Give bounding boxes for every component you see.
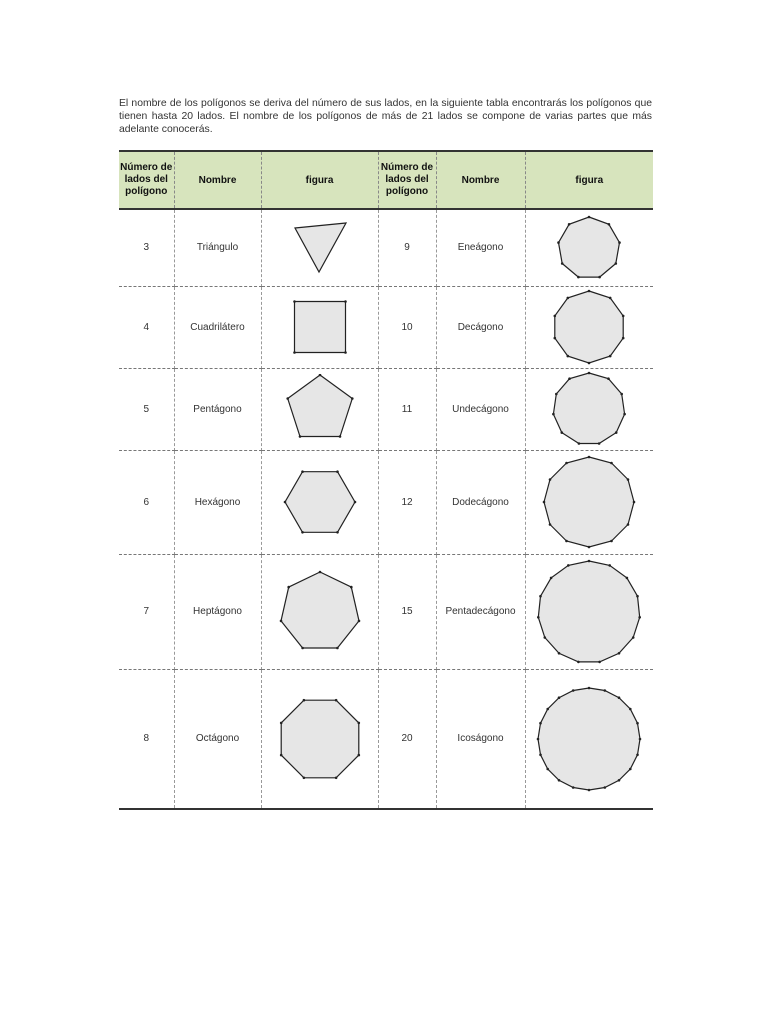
polygon-table [119,150,653,810]
header-num-sides-left: Número de lados del polígono [119,151,174,209]
polygon-vertex [539,594,542,597]
polygon-vertex [639,737,642,740]
polygon-vertex [336,646,339,649]
polygon-vertex [627,478,630,481]
polygon-vertex [615,262,618,265]
polygon-vertex [615,431,618,434]
cell-name: Pentadecágono [436,554,525,669]
polygon-vertex [357,721,360,724]
polygon-vertex [353,501,356,504]
polygon-vertex [547,767,550,770]
polygon-vertex [344,300,347,303]
cell-sides: 15 [378,554,436,669]
icosagon-figure [536,686,642,792]
polygon-vertex [599,276,602,279]
polygon-vertex [626,576,629,579]
polygon-vertex [627,523,630,526]
cell-sides: 10 [378,286,436,368]
polygon-vertex [561,431,564,434]
polygon-vertex [572,689,575,692]
polygon-vertex [334,699,337,702]
table-row [119,669,653,809]
polygon-vertex [357,619,360,622]
polygon-vertex [639,616,642,619]
polygon-vertex [636,722,639,725]
polygon-vertex [279,754,282,757]
polygon-vertex [632,636,635,639]
polygon-vertex [599,660,602,663]
polygon-vertex [351,397,354,400]
cell-name: Cuadrilátero [174,286,261,368]
polygon-shape [285,472,355,533]
polygon-vertex [558,696,561,699]
polygon-vertex [286,397,289,400]
cell-sides: 8 [119,669,174,809]
cell-figure [261,554,378,669]
cell-name: Dodecágono [436,450,525,554]
polygon-vertex [604,689,607,692]
cell-name: Hexágono [174,450,261,554]
polygon-vertex [537,616,540,619]
polygon-vertex [598,442,601,445]
cell-name: Pentágono [174,368,261,450]
cell-name: Heptágono [174,554,261,669]
polygon-vertex [557,241,560,244]
polygon-vertex [567,297,570,300]
polygon-vertex [298,435,301,438]
cell-sides: 6 [119,450,174,554]
polygon-vertex [279,619,282,622]
cell-sides: 5 [119,368,174,450]
polygon-vertex [567,564,570,567]
polygon-vertex [578,442,581,445]
cell-sides: 9 [378,209,436,286]
polygon-vertex [588,456,591,459]
polygon-shape [559,217,620,277]
cell-sides: 3 [119,209,174,286]
polygon-vertex [629,767,632,770]
polygon-vertex [565,540,568,543]
enneagon-figure [554,213,624,283]
decagon-figure [550,288,628,366]
polygon-vertex [568,223,571,226]
polygon-vertex [537,737,540,740]
polygon-vertex [549,523,552,526]
polygon-vertex [588,215,591,218]
header-figure-right: figura [525,151,653,209]
polygon-vertex [301,470,304,473]
cell-figure [525,286,653,368]
triangle-figure [285,215,355,281]
intro-paragraph: El nombre de los polígonos se deriva del número de sus lados, en la siguiente tabla encontrarás los polígonos que tienen hasta 20 lados. El nombre de los polígonos de más de 21 lados se compone de varias partes que más adelante conocerás. [119,98,652,135]
square-figure [288,295,352,359]
polygon-vertex [618,652,621,655]
polygon-vertex [544,636,547,639]
polygon-shape [539,561,640,662]
polygon-vertex [622,337,625,340]
polygon-vertex [334,776,337,779]
table-row [119,286,653,368]
polygon-shape [281,572,359,648]
hexagon-figure [282,464,358,540]
cell-name: Icoságono [436,669,525,809]
cell-figure [261,368,378,450]
polygon-vertex [555,393,558,396]
cell-sides: 7 [119,554,174,669]
polygon-shape [294,302,345,353]
polygon-vertex [547,707,550,710]
polygon-vertex [558,779,561,782]
polygon-vertex [624,413,627,416]
cell-figure [525,209,653,286]
hendecagon-figure [550,370,628,448]
polygon-vertex [588,546,591,549]
cell-name: Eneágono [436,209,525,286]
dodecagon-figure [541,454,637,550]
polygon-vertex [318,570,321,573]
polygon-vertex [344,351,347,354]
polygon-vertex [301,531,304,534]
polygon-vertex [609,564,612,567]
header-num-sides-right: Número de lados del polígono [378,151,436,209]
polygon-vertex [350,585,353,588]
polygon-vertex [618,779,621,782]
cell-figure [525,669,653,809]
polygon-vertex [588,290,591,293]
cell-figure [261,450,378,554]
polygon-vertex [588,559,591,562]
polygon-vertex [636,753,639,756]
polygon-vertex [539,722,542,725]
polygon-vertex [621,393,624,396]
cell-name: Triángulo [174,209,261,286]
polygon-vertex [610,462,613,465]
pentadecagon-figure [536,559,642,665]
polygon-vertex [554,315,557,318]
polygon-vertex [577,660,580,663]
octagon-figure [277,696,363,782]
polygon-vertex [572,786,575,789]
polygon-vertex [610,540,613,543]
cell-figure [261,286,378,368]
table-row [119,554,653,669]
polygon-vertex [554,337,557,340]
polygon-vertex [568,377,571,380]
polygon-vertex [567,355,570,358]
table-header-row [119,151,653,209]
cell-figure [525,554,653,669]
cell-name: Undecágono [436,368,525,450]
cell-sides: 20 [378,669,436,809]
polygon-vertex [633,501,636,504]
polygon-vertex [336,470,339,473]
polygon-vertex [588,362,591,365]
polygon-vertex [552,413,555,416]
polygon-shape [555,291,623,363]
polygon-vertex [293,300,296,303]
polygon-vertex [550,576,553,579]
polygon-vertex [558,652,561,655]
heptagon-figure [278,570,362,654]
cell-figure [525,368,653,450]
polygon-shape [554,373,625,444]
polygon-vertex [539,753,542,756]
polygon-shape [287,375,352,437]
table-row [119,368,653,450]
polygon-shape [538,688,640,790]
polygon-vertex [618,696,621,699]
cell-sides: 4 [119,286,174,368]
polygon-vertex [588,372,591,375]
polygon-vertex [293,351,296,354]
cell-figure [261,669,378,809]
pentagon-figure [284,374,356,444]
polygon-vertex [279,721,282,724]
table-row [119,450,653,554]
polygon-vertex [629,707,632,710]
polygon-vertex [549,478,552,481]
polygon-vertex [609,355,612,358]
header-name-left: Nombre [174,151,261,209]
polygon-vertex [357,754,360,757]
polygon-vertex [636,594,639,597]
cell-figure [261,209,378,286]
polygon-shape [544,457,634,547]
polygon-vertex [302,699,305,702]
cell-sides: 11 [378,368,436,450]
cell-sides: 12 [378,450,436,554]
polygon-vertex [607,377,610,380]
polygon-vertex [561,262,564,265]
polygon-vertex [565,462,568,465]
header-figure-left: figura [261,151,378,209]
cell-name: Decágono [436,286,525,368]
cell-name: Octágono [174,669,261,809]
polygon-vertex [588,788,591,791]
polygon-vertex [336,531,339,534]
polygon-vertex [604,786,607,789]
polygon-vertex [609,297,612,300]
polygon-vertex [588,686,591,689]
polygon-vertex [622,315,625,318]
polygon-vertex [287,585,290,588]
polygon-vertex [618,241,621,244]
polygon-shape [281,700,359,778]
polygon-vertex [543,501,546,504]
polygon-vertex [608,223,611,226]
polygon-vertex [577,276,580,279]
polygon-vertex [301,646,304,649]
cell-figure [525,450,653,554]
table-row [119,209,653,286]
polygon-vertex [283,501,286,504]
polygon-vertex [302,776,305,779]
polygon-vertex [338,435,341,438]
header-name-right: Nombre [436,151,525,209]
